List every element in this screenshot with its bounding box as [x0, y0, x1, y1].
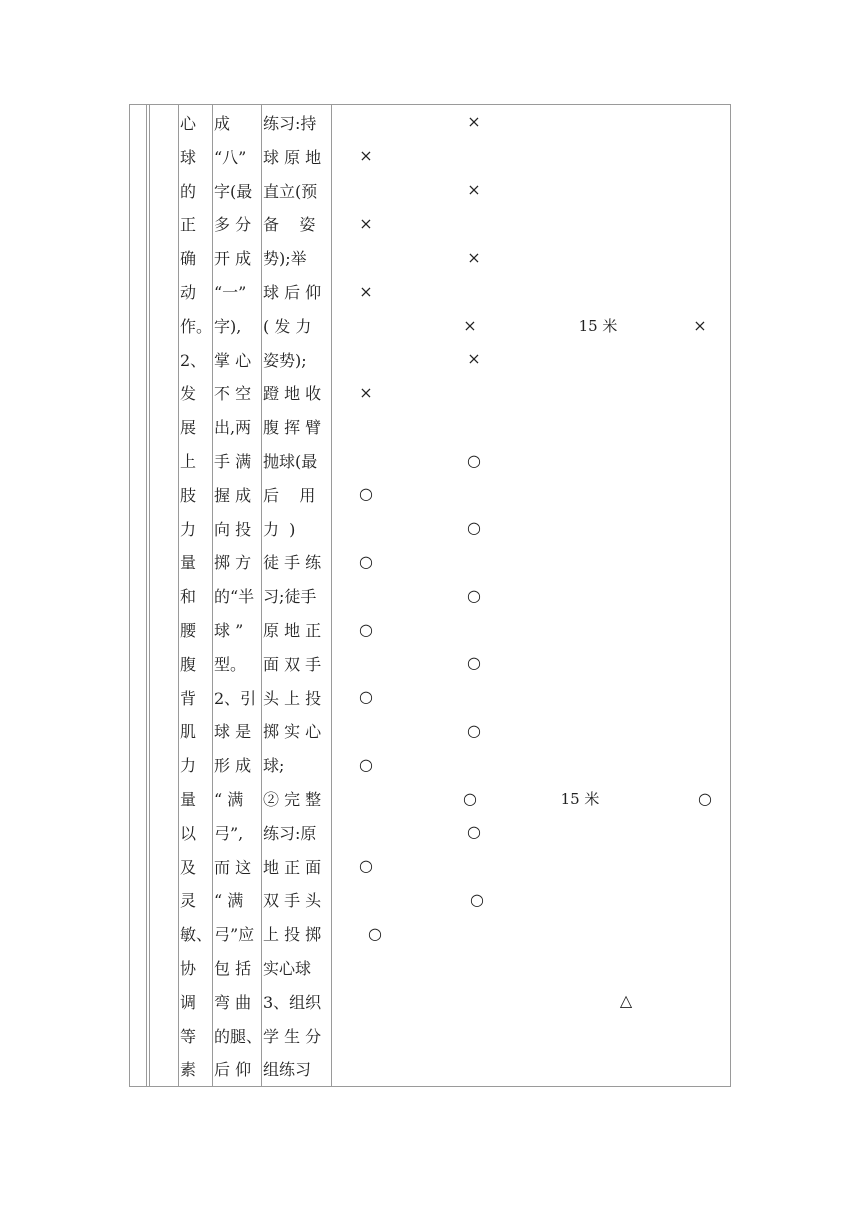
- method-line: 上 投 掷: [263, 925, 322, 945]
- circle-marker: ○: [463, 789, 477, 808]
- method-line: 头 上 投: [263, 688, 322, 708]
- objective-line: 确: [180, 249, 197, 269]
- objective-line: 量: [180, 553, 197, 573]
- cross-marker: ×: [359, 282, 373, 301]
- method-line: 球;: [263, 756, 285, 776]
- method-line: 腹 挥 臂: [263, 418, 322, 438]
- cross-marker: ×: [359, 383, 373, 402]
- objective-line: 肌: [180, 722, 197, 742]
- cross-marker: ×: [467, 112, 481, 131]
- objective-line: 动: [180, 282, 197, 302]
- keypoint-line: 弓”应: [214, 925, 255, 945]
- method-line: 后 用: [263, 485, 316, 505]
- cross-marker: ×: [359, 146, 373, 165]
- objective-line: 发: [180, 384, 197, 404]
- keypoint-line: 手 满: [214, 451, 252, 471]
- method-line: 球 原 地: [263, 147, 322, 167]
- keypoint-line: 的腿、: [214, 1026, 263, 1046]
- keypoint-line: 成: [214, 114, 231, 133]
- keypoint-line: 球 是: [214, 722, 252, 742]
- keypoint-line: 握 成: [214, 485, 252, 505]
- keypoint-line: 字(最: [214, 181, 253, 201]
- cross-marker: ×: [463, 316, 477, 335]
- method-line: 面 双 手: [263, 654, 322, 674]
- methods-column: [263, 105, 321, 1087]
- objective-line: 展: [180, 418, 197, 438]
- method-line: 备 姿: [263, 215, 316, 235]
- method-line: 组练习: [263, 1060, 312, 1080]
- keypoint-line: “ 满: [214, 891, 244, 911]
- cross-marker: ×: [467, 349, 481, 368]
- keypoint-line: 2、引: [214, 688, 257, 708]
- circle-marker: ○: [359, 620, 373, 639]
- objective-line: 腹: [180, 654, 197, 674]
- circle-marker: ○: [467, 451, 481, 470]
- keypoint-line: 而 这: [214, 857, 252, 877]
- method-line: 练习:持: [263, 114, 317, 133]
- keypoint-line: “ 满: [214, 789, 244, 809]
- method-line: 3、组织: [263, 992, 322, 1012]
- objective-line: 素: [180, 1060, 197, 1080]
- keypoint-line: 弓”,: [214, 823, 244, 843]
- objective-line: 背: [180, 688, 197, 708]
- method-line: 徒 手 练: [263, 553, 322, 573]
- keypoint-line: 字),: [214, 316, 242, 336]
- keypoint-line: 掌 心: [214, 350, 252, 370]
- circle-marker: ○: [467, 721, 481, 740]
- keypoint-line: 多 分: [214, 215, 252, 235]
- column-divider: [146, 105, 150, 1086]
- cross-marker: ×: [467, 248, 481, 267]
- keypoint-line: 形 成: [214, 756, 252, 776]
- circle-marker: ○: [467, 653, 481, 672]
- circle-marker: ○: [359, 552, 373, 571]
- method-line: 抛球(最: [263, 451, 318, 471]
- circle-marker: ○: [359, 687, 373, 706]
- keypoints-column: [214, 105, 262, 1087]
- method-line: 实心球: [263, 958, 312, 978]
- objective-line: 正: [180, 215, 197, 235]
- method-line: 力 ): [263, 519, 296, 539]
- keypoint-line: 出,两: [214, 418, 252, 438]
- circle-marker: ○: [368, 924, 382, 943]
- keypoint-line: 开 成: [214, 249, 252, 269]
- distance-label: 15 米: [578, 317, 618, 335]
- keypoint-line: 球 ”: [214, 620, 244, 640]
- method-line: 势);举: [263, 249, 307, 269]
- cross-marker: ×: [359, 214, 373, 233]
- objective-line: 协: [180, 958, 197, 978]
- objective-line: 力: [180, 519, 197, 539]
- method-line: 掷 实 心: [263, 722, 322, 742]
- keypoint-line: 弯 曲: [214, 992, 252, 1012]
- keypoint-line: 型。: [214, 654, 247, 674]
- circle-marker: ○: [698, 789, 712, 808]
- objective-line: 肢: [180, 485, 197, 505]
- method-line: 球 后 仰: [263, 282, 322, 302]
- method-line: ② 完 整: [263, 789, 322, 809]
- keypoint-line: “八”: [214, 147, 247, 167]
- method-line: 原 地 正: [263, 620, 322, 640]
- objective-line: 以: [180, 823, 197, 843]
- objective-line: 力: [180, 756, 197, 776]
- objective-line: 上: [180, 451, 197, 471]
- objective-line: 及: [180, 857, 197, 877]
- objective-line: 球: [180, 147, 197, 167]
- objective-line: 和: [180, 587, 197, 607]
- keypoint-line: 掷 方: [214, 553, 252, 573]
- keypoint-line: 包 括: [214, 958, 252, 978]
- keypoint-line: 后 仰: [214, 1060, 252, 1080]
- method-line: 双 手 头: [263, 891, 322, 911]
- objective-line: 量: [180, 789, 197, 809]
- circle-marker: ○: [467, 822, 481, 841]
- circle-marker: ○: [470, 890, 484, 909]
- method-line: 地 正 面: [263, 857, 322, 877]
- keypoint-line: 的“半: [214, 587, 255, 607]
- objective-line: 腰: [180, 620, 197, 640]
- objective-line: 调: [180, 992, 197, 1012]
- method-line: 练习:原: [263, 823, 317, 843]
- column-divider: [178, 105, 179, 1086]
- circle-marker: ○: [467, 518, 481, 537]
- teacher-triangle-marker: △: [619, 991, 633, 1010]
- column-divider: [331, 105, 332, 1086]
- objective-line: 灵: [180, 891, 197, 911]
- column-divider: [212, 105, 213, 1086]
- cross-marker: ×: [467, 180, 481, 199]
- method-line: 习;徒手: [263, 587, 317, 607]
- objective-line: 敏、: [180, 925, 213, 945]
- keypoint-line: 向 投: [214, 519, 252, 539]
- lesson-plan-table: [129, 104, 731, 1087]
- method-line: 姿势);: [263, 350, 307, 370]
- cross-marker: ×: [693, 316, 707, 335]
- objective-line: 作。: [180, 316, 213, 336]
- circle-marker: ○: [359, 484, 373, 503]
- distance-label: 15 米: [560, 790, 600, 808]
- circle-marker: ○: [359, 856, 373, 875]
- objective-line: 心: [180, 114, 197, 133]
- circle-marker: ○: [359, 755, 373, 774]
- circle-marker: ○: [467, 586, 481, 605]
- objective-line: 等: [180, 1026, 197, 1046]
- method-line: 蹬 地 收: [263, 384, 322, 404]
- method-line: 直立(预: [263, 181, 318, 201]
- objective-line: 的: [180, 181, 197, 201]
- objectives-column: [180, 105, 212, 1087]
- method-line: ( 发 力: [263, 316, 312, 336]
- objective-line: 2、: [180, 350, 207, 370]
- keypoint-line: 不 空: [214, 384, 252, 404]
- method-line: 学 生 分: [263, 1026, 322, 1046]
- keypoint-line: “一”: [214, 282, 247, 302]
